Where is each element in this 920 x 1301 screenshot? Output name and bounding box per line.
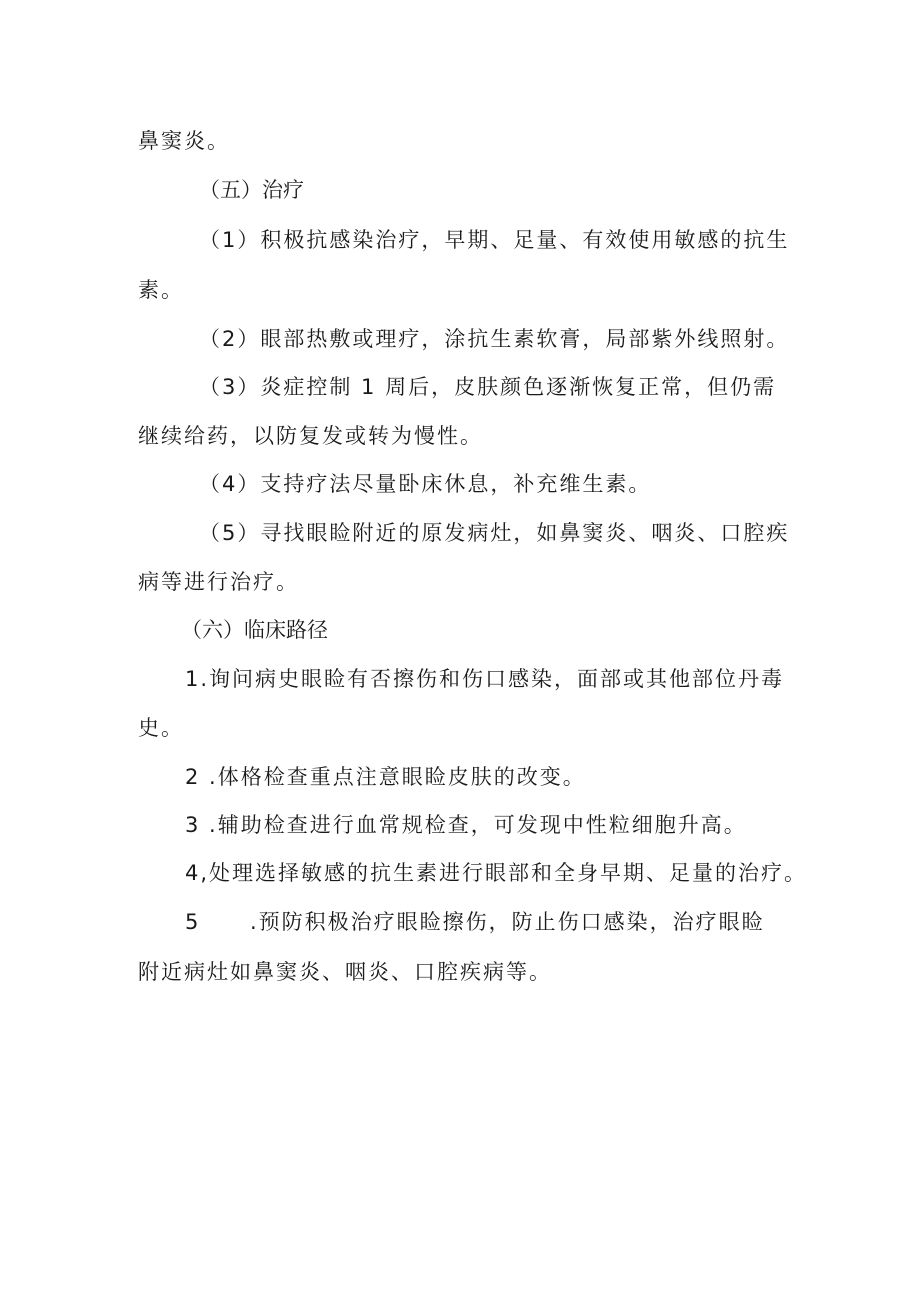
- paragraph-line: .预防积极治疗眼睑擦伤，防止伤口感染，治疗眼睑: [250, 910, 765, 934]
- paragraph-line: 病等进行治疗。: [138, 570, 299, 594]
- section-heading-clinical-path: （六）临床路径: [181, 618, 328, 642]
- paragraph-line: 3 .辅助检查进行血常规检查，可发现中性粒细胞升高。: [185, 813, 747, 837]
- paragraph-line: （2）眼部热敷或理疗，涂抗生素软膏，局部紫外线照射。: [199, 327, 790, 351]
- paragraph-line: （3）炎症控制 1 周后，皮肤颜色逐渐恢复正常，但仍需: [199, 375, 777, 399]
- paragraph-line: 附近病灶如鼻窦炎、咽炎、口腔疾病等。: [138, 960, 552, 984]
- paragraph-line: （5）寻找眼睑附近的原发病灶，如鼻窦炎、咽炎、口腔疾: [199, 521, 790, 545]
- list-number: 5: [185, 910, 201, 934]
- paragraph-line: （1）积极抗感染治疗，早期、足量、有效使用敏感的抗生: [199, 228, 790, 252]
- paragraph-line: 1.询问病史眼睑有否擦伤和伤口感染，面部或其他部位丹毒: [185, 667, 785, 691]
- paragraph-line: 继续给药，以防复发或转为慢性。: [138, 424, 483, 448]
- paragraph-line: （4）支持疗法尽量卧床休息，补充维生素。: [199, 472, 652, 496]
- paragraph-line: 4,处理选择敏感的抗生素进行眼部和全身早期、足量的治疗。: [185, 861, 808, 885]
- section-heading-treatment: （五）治疗: [199, 178, 304, 202]
- paragraph-line: 史。: [138, 716, 184, 740]
- paragraph-line: 鼻窦炎。: [138, 129, 230, 153]
- paragraph-line: 素。: [138, 278, 184, 302]
- paragraph-line: 2 .体格检查重点注意眼睑皮肤的改变。: [185, 765, 586, 789]
